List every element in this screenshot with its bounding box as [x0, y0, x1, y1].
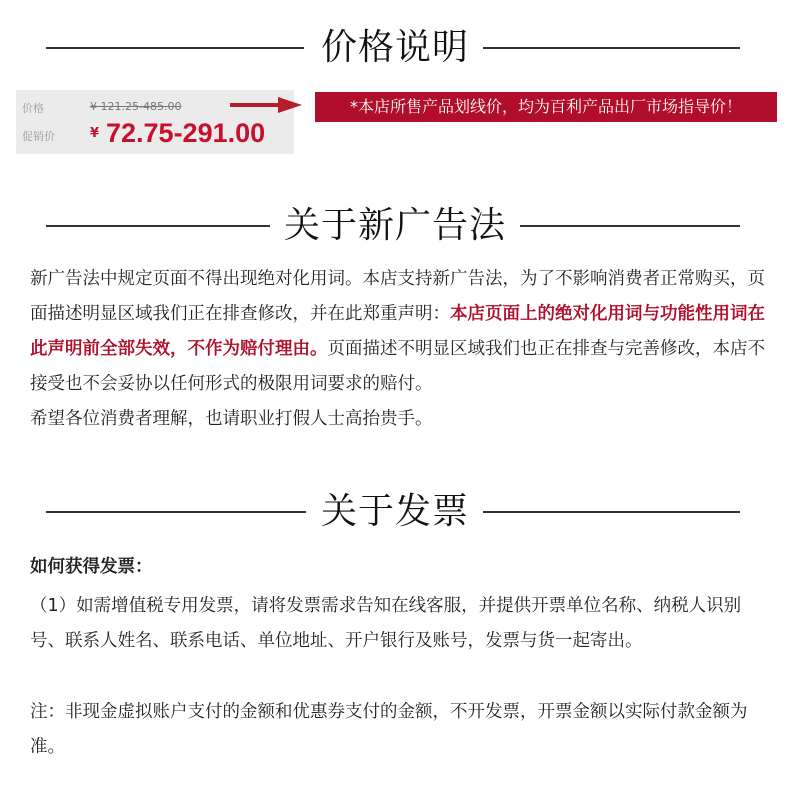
arrow-right-icon [230, 103, 280, 107]
ad-law-text-part3: 希望各位消费者理解，也请职业打假人士高抬贵手。 [30, 409, 433, 429]
original-price: ¥ 121.25-485.00 [90, 100, 182, 113]
section-title-invoice: 关于发票 [307, 491, 483, 532]
ad-law-highlight: 本店页面上的绝对化用词与功能性用词在此声明前全部失效，不作为赔付理由。 [30, 304, 765, 359]
invoice-how-title: 如何获得发票： [30, 557, 153, 577]
arrow-head-icon [278, 97, 302, 113]
invoice-note: 注：非现金虚拟账户支付的金额和优惠券支付的金额，不开发票，开票金额以实际付款金额为准。 [30, 702, 748, 757]
price-section-heading [0, 18, 790, 78]
invoice-item-1: （1）如需增值税专用发票，请将发票需求告知在线客服，并提供开票单位名称、纳税人识别号、联系人姓名、联系电话、单位地址、开户银行及账号，发票与货一起寄出。 [30, 596, 742, 651]
ad-law-text-part1: 新广告法中规定页面不得出现绝对化用词。本店支持新广告法，为了不影响消费者正常购买，页面描述明显区域我们正在排查修改，并在此郑重声明： [30, 269, 765, 324]
invoice-section-heading [0, 482, 790, 542]
ad-law-text-part2: 页面描述不明显区域我们也正在排查与完善修改，本店不接受也不会妥协以任何形式的极限用词要求的赔付。 [30, 339, 765, 394]
promo-currency: ¥ [90, 126, 100, 141]
ad-law-section-heading [0, 196, 790, 256]
price-info-box [16, 90, 294, 154]
promo-price: 72.75-291.00 [106, 118, 266, 148]
section-title-price: 价格说明 [307, 27, 483, 68]
ad-law-paragraph [30, 262, 765, 437]
section-title-ad-law: 关于新广告法 [270, 205, 520, 246]
price-notice-banner: *本店所售产品划线价，均为百利产品出厂市场指导价！ [315, 92, 777, 122]
promo-label: 促销价 [22, 130, 55, 143]
price-label: 价格 [22, 102, 44, 115]
